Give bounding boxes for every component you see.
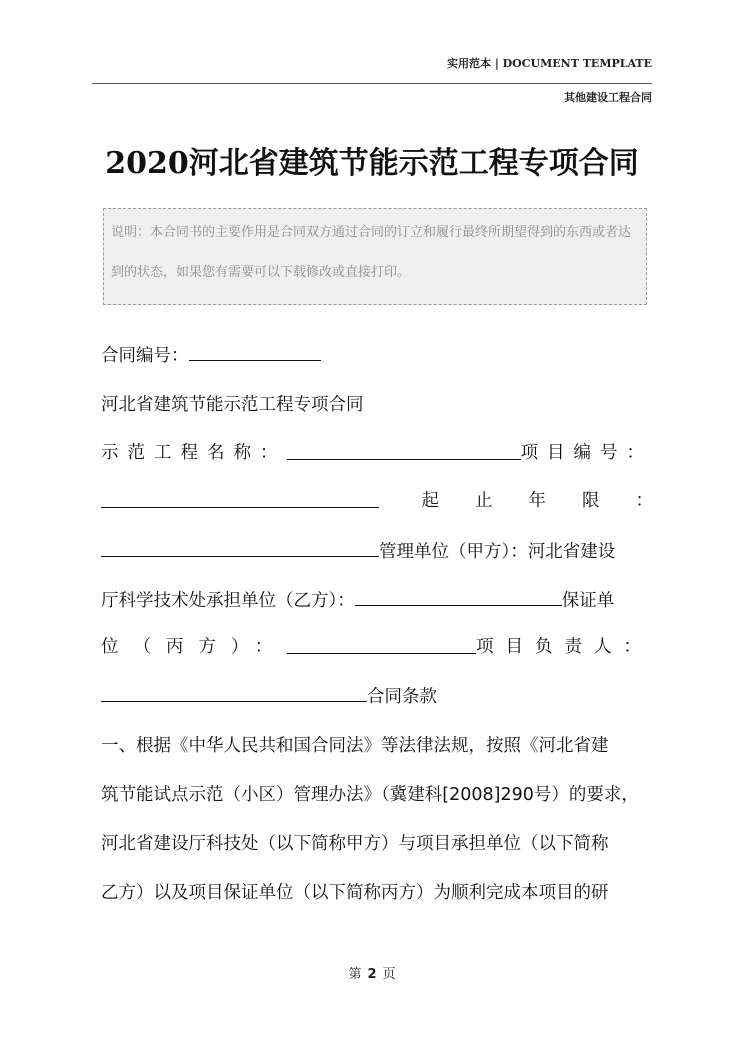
guarantor-blank (287, 635, 476, 654)
contract-number-blank (189, 342, 321, 361)
project-name-line (101, 441, 653, 465)
paragraph-line-1: 一、根据《中华人民共和国合同法》等法律法规，按照《河北省建 (101, 736, 609, 756)
party-b-label: 厅科学技术处承担单位（乙方）： (101, 591, 355, 611)
contract-number-label: 合同编号： (101, 346, 189, 366)
party-b-line (101, 587, 653, 611)
period-blank (101, 538, 379, 557)
party-a-label: 管理单位（甲方）：河北省建设 (379, 542, 616, 562)
party-b-blank (355, 587, 562, 606)
header-category: 其他建设工程合同 (564, 91, 652, 104)
paragraph-line-4: 乙方）以及项目保证单位（以下简称丙方）为顺利完成本项目的研 (101, 883, 609, 903)
period-label: 起止年限： (421, 491, 689, 511)
leader-label: 项目负责人： (476, 637, 653, 657)
header-doc-template: 实用范本 | DOCUMENT TEMPLATE (446, 57, 652, 70)
period-blank-before (101, 489, 379, 508)
note-text: 说明：本合同书的主要作用是合同双方通过合同的订立和履行最终所期望得到的东西或者达到的状态，如果您有需要可以下载修改或直接打印。 (111, 225, 632, 280)
note-box (103, 208, 647, 305)
page-footer (0, 963, 744, 982)
period-line (101, 489, 689, 513)
document-title: 2020河北省建筑节能示范工程专项合同 (105, 146, 639, 181)
paragraph-line-2: 筑节能试点示范（小区）管理办法》（冀建科[2008]290号）的要求， (101, 785, 639, 805)
contract-number-line (101, 342, 653, 366)
footer-suffix: 页 (382, 967, 396, 982)
party-a-line (101, 538, 653, 562)
terms-line (101, 683, 653, 707)
project-number-label: 项目编号： (520, 443, 653, 463)
paragraph-line-3: 河北省建设厅科技处（以下简称甲方）与项目承担单位（以下简称 (101, 834, 609, 854)
page-number: 2 (367, 967, 377, 982)
terms-label: 合同条款 (367, 687, 437, 707)
guarantor-label: 位（丙方）： (101, 637, 288, 657)
subtitle: 河北省建筑节能示范工程专项合同 (101, 395, 364, 415)
project-name-blank (287, 441, 521, 460)
project-name-label: 示范工程名称： (101, 443, 287, 463)
footer-prefix: 第 (348, 967, 362, 982)
guarantor-tail: 保证单 (561, 591, 615, 611)
header-divider (92, 83, 652, 84)
guarantor-line (101, 635, 653, 659)
leader-blank (101, 683, 367, 702)
